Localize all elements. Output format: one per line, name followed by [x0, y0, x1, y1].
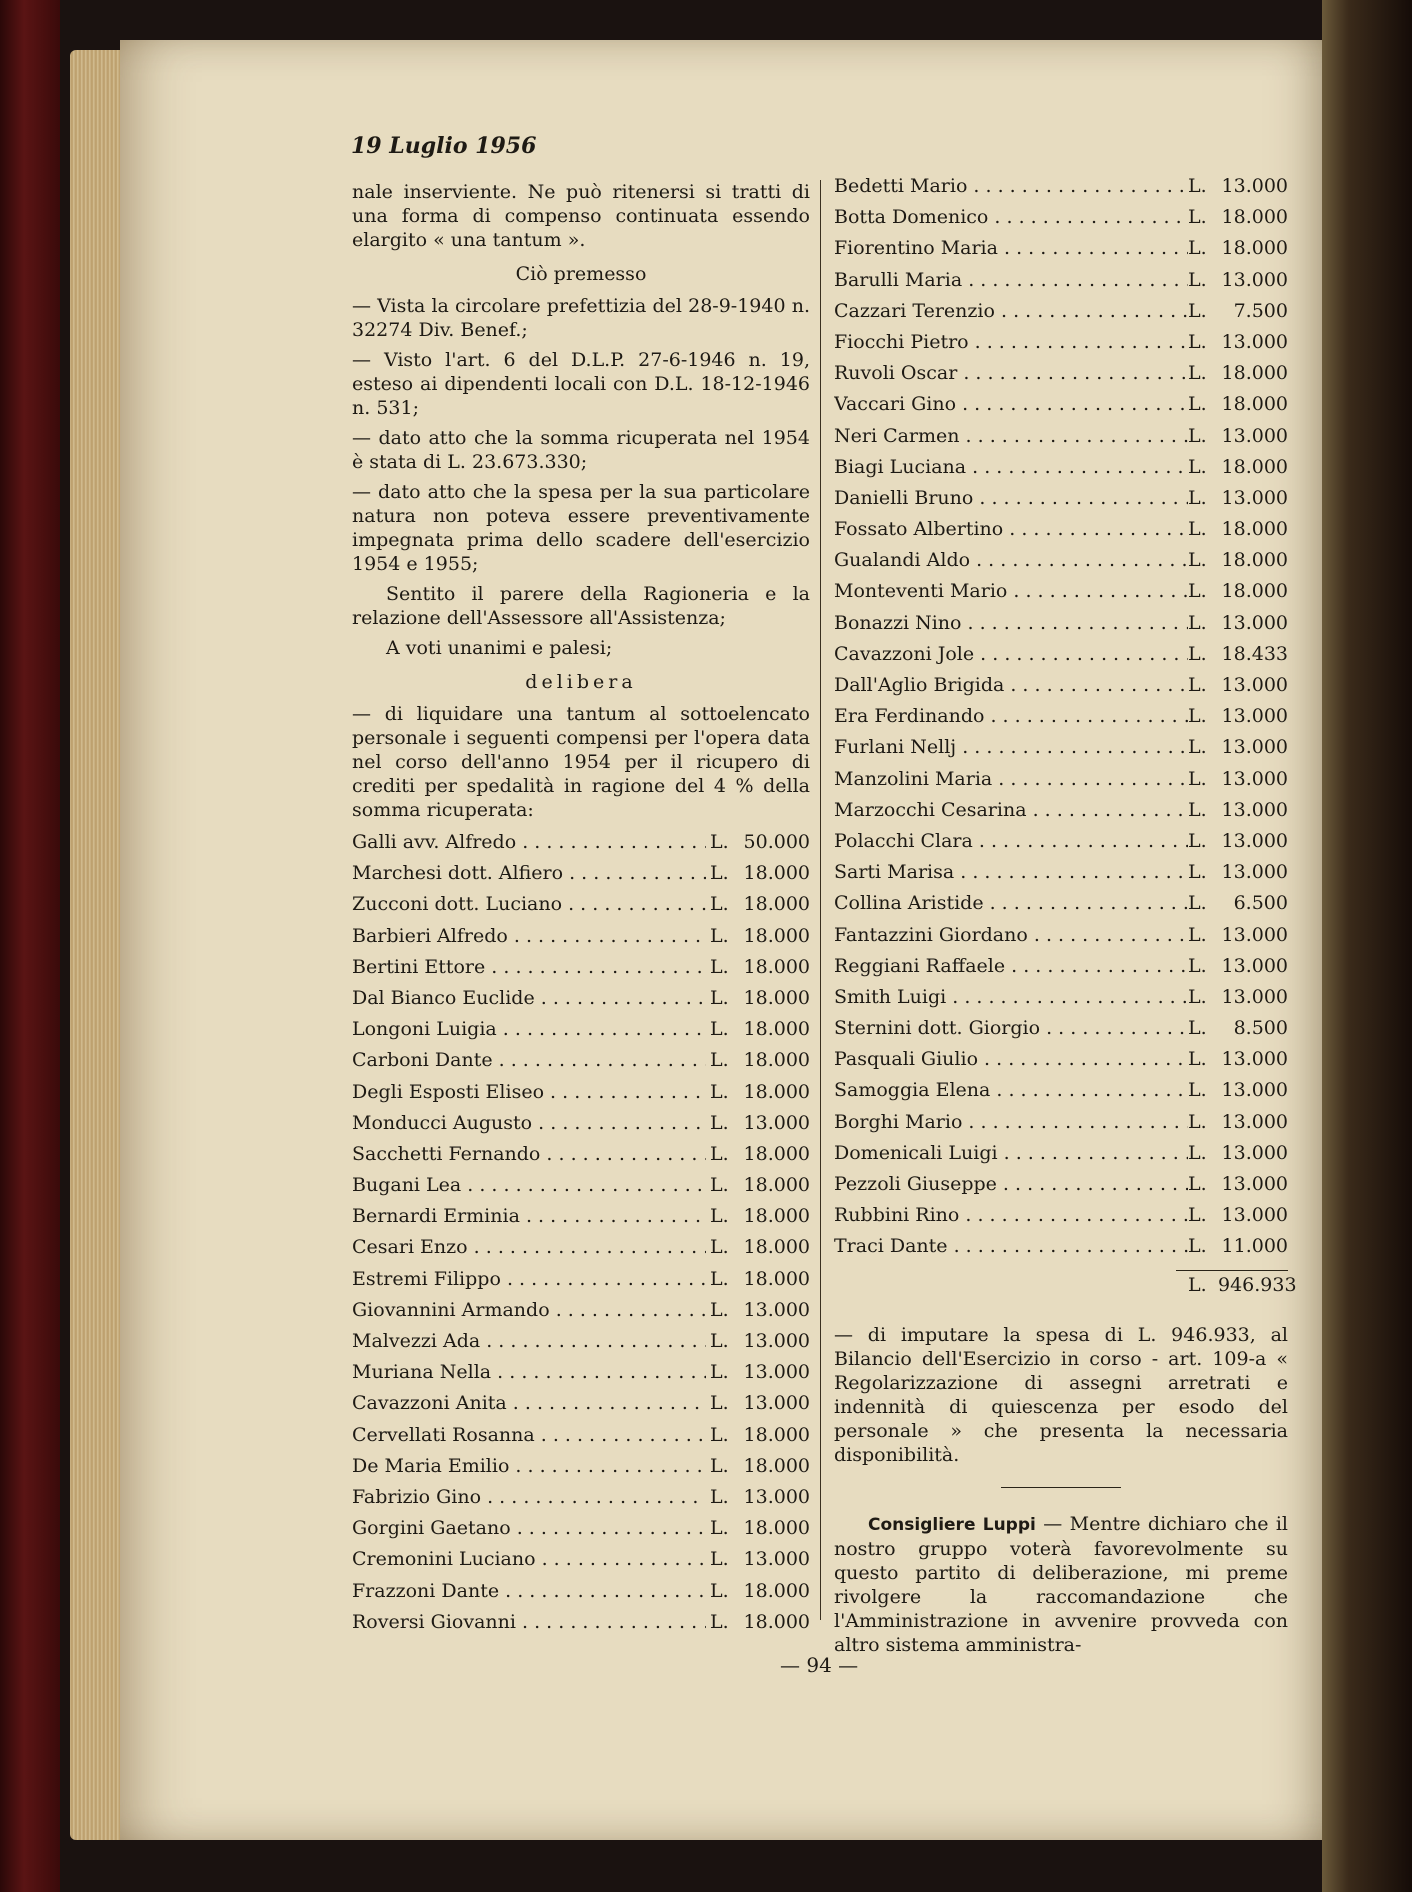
person-name: Bertini Ettore . . .	[352, 955, 706, 979]
amount: 18.000	[743, 1205, 810, 1228]
currency-symbol: L.	[1188, 985, 1207, 1008]
currency-symbol: L.	[1188, 1048, 1207, 1071]
currency-symbol: L.	[710, 955, 729, 978]
amount: 18.000	[743, 1579, 810, 1602]
page-number: — 94 —	[780, 1653, 859, 1677]
person-name: Fantazzini Giordano . . .	[834, 923, 1188, 947]
list-item	[834, 268, 1288, 299]
list-item	[834, 579, 1288, 610]
amount: 13.000	[1221, 1110, 1288, 1133]
person-name: Vaccari Gino . . .	[834, 392, 1188, 416]
currency-symbol: L.	[1188, 1110, 1207, 1133]
person-name: Pasquali Giulio . . .	[834, 1047, 1188, 1071]
list-item	[352, 1080, 810, 1111]
list-item	[834, 642, 1288, 673]
person-name: Zucconi dott. Luciano . . .	[352, 892, 706, 916]
amount: 18.000	[1221, 393, 1288, 416]
person-name: Furlani Nellj . . .	[834, 735, 1188, 759]
list-item	[834, 704, 1288, 735]
person-name: Sarti Marisa . . .	[834, 860, 1188, 884]
list-item	[352, 955, 810, 986]
amount: 13.000	[1221, 985, 1288, 1008]
person-name: Fiocchi Pietro . . .	[834, 330, 1188, 354]
list-item	[352, 1111, 810, 1142]
person-name: Cavazzoni Anita . . .	[352, 1391, 706, 1415]
list-item	[352, 924, 810, 955]
amount: 13.000	[743, 1485, 810, 1508]
page-header-date: 19 Luglio 1956	[351, 133, 537, 159]
person-name: Malvezzi Ada . . .	[352, 1329, 706, 1353]
person-name: Botta Domenico . . .	[834, 205, 1188, 229]
currency-symbol: L.	[710, 986, 729, 1009]
person-name: Gorgini Gaetano . . .	[352, 1516, 706, 1540]
list-item	[352, 1173, 810, 1204]
amount: 13.000	[1221, 486, 1288, 509]
person-name: Marchesi dott. Alfiero . . .	[352, 861, 706, 885]
currency-symbol: L.	[710, 1517, 729, 1540]
list-item	[352, 892, 810, 923]
amount: 8.500	[1233, 1017, 1288, 1040]
amount: 13.000	[743, 1361, 810, 1384]
amount: 13.000	[1221, 1173, 1288, 1195]
currency-symbol: L.	[1188, 268, 1207, 291]
person-name: Samoggia Elena . . .	[834, 1078, 1188, 1102]
paragraph-spesa: — dato atto che la spesa per la sua particolare natura non poteva essere preventivamente impegnata prima dello scadere dell'esercizio 1954 e 1955;	[352, 481, 810, 575]
amount: 7.500	[1233, 299, 1288, 322]
list-item	[834, 735, 1288, 766]
amount: 11.000	[1221, 1235, 1288, 1258]
list-item	[834, 236, 1288, 267]
amount: 13.000	[743, 1548, 810, 1571]
list-item	[834, 486, 1288, 517]
list-item	[834, 1234, 1288, 1265]
paragraph-liquidare: — di liquidare una tantum al sottoelencato personale i seguenti compensi per l'opera data nel corso dell'anno 1954 per il ricupero di crediti per spedalità in ragione del 4 % della somma ricuperata:	[352, 703, 810, 821]
list-item	[834, 1141, 1288, 1172]
list-item	[352, 1547, 810, 1578]
book-binding-right	[1322, 0, 1412, 1892]
list-item	[834, 798, 1288, 829]
person-name: Reggiani Raffaele . . .	[834, 954, 1188, 978]
total-amount: 946.933	[1218, 1273, 1297, 1296]
person-name: Manzolini Maria . . .	[834, 767, 1188, 791]
person-name: Neri Carmen . . .	[834, 424, 1188, 448]
currency-symbol: L.	[1188, 767, 1207, 790]
right-column	[834, 174, 1297, 1663]
amount: 13.000	[1221, 767, 1288, 790]
person-name: Estremi Filippo . . .	[352, 1267, 706, 1291]
currency-symbol: L.	[710, 924, 729, 947]
list-item	[352, 1204, 810, 1235]
currency-symbol: L.	[710, 1423, 729, 1446]
book-binding-left	[0, 0, 60, 1892]
paragraph-somma: — dato atto che la somma ricuperata nel 1954 è stata di L. 23.673.330;	[352, 427, 810, 473]
amount: 18.000	[743, 1018, 810, 1041]
amount: 13.000	[743, 1330, 810, 1352]
person-name: Longoni Luigia . . .	[352, 1017, 706, 1041]
currency-symbol: L.	[710, 1080, 729, 1103]
person-name: Bernardi Erminia . . .	[352, 1204, 706, 1228]
person-name: Sacchetti Fernando . . .	[352, 1142, 706, 1166]
amount: 13.000	[1221, 330, 1288, 353]
paragraph-imputare: — di imputare la spesa di L. 946.933, al Bilancio dell'Esercizio in corso - art. 109-a « Regolarizzazione di assegni arretrati e indennità di quiescenza per esodo del personale » che presenta la necessaria disponibilità.	[834, 1323, 1288, 1466]
left-column	[352, 180, 810, 1641]
amount: 13.000	[743, 1392, 810, 1415]
person-name: Muriana Nella . . .	[352, 1360, 706, 1384]
person-name: Bugani Lea . . .	[352, 1173, 706, 1197]
person-name: Barbieri Alfredo . . .	[352, 924, 706, 948]
currency-symbol: L.	[710, 1142, 729, 1165]
total-row	[834, 1273, 1297, 1301]
amount: 13.000	[1221, 705, 1288, 728]
speech-text: — Mentre dichiaro che il nostro gruppo voterà favorevolmente su questo partito di deliberazione, mi preme rivolgere la raccomandazione che l'Amministrazione in avvenire provveda con altro sistema amministra-	[834, 1512, 1288, 1656]
total-rule	[1176, 1270, 1288, 1271]
amount: 18.000	[743, 1142, 810, 1165]
person-name: Pezzoli Giuseppe . . .	[834, 1172, 1188, 1196]
person-name: Degli Esposti Eliseo . . .	[352, 1080, 706, 1104]
list-item	[834, 767, 1288, 798]
amount: 18.000	[743, 1174, 810, 1197]
currency-symbol: L.	[710, 1018, 729, 1041]
currency-symbol: L.	[1188, 829, 1207, 852]
person-name: Cremonini Luciano . . .	[352, 1547, 706, 1571]
list-item	[834, 985, 1288, 1016]
currency-symbol: L.	[1188, 1173, 1207, 1195]
currency-symbol: L.	[1188, 1204, 1207, 1227]
list-item	[352, 1485, 810, 1516]
list-item	[834, 424, 1288, 455]
list-item	[834, 1110, 1288, 1141]
person-name: Roversi Giovanni . . .	[352, 1610, 706, 1634]
right-compensation-list	[834, 174, 1288, 1266]
list-item	[352, 1391, 810, 1422]
list-item	[352, 1017, 810, 1048]
amount: 13.000	[1221, 1204, 1288, 1227]
list-item	[352, 1048, 810, 1079]
person-name: Dal Bianco Euclide . . .	[352, 986, 706, 1010]
amount: 13.000	[743, 1298, 810, 1321]
person-name: Sternini dott. Giorgio . . .	[834, 1016, 1188, 1040]
currency-symbol: L.	[1188, 455, 1207, 478]
currency-symbol: L.	[1188, 674, 1207, 696]
currency-symbol: L.	[1188, 892, 1207, 915]
person-name: Ruvoli Oscar . . .	[834, 361, 1188, 385]
currency-symbol: L.	[1188, 393, 1207, 416]
person-name: Marzocchi Cesarina . . .	[834, 798, 1188, 822]
currency-symbol: L.	[710, 1330, 729, 1352]
amount: 13.000	[743, 1111, 810, 1134]
currency-symbol: L.	[1188, 175, 1207, 197]
amount: 13.000	[1221, 1048, 1288, 1071]
list-item	[352, 1267, 810, 1298]
person-name: Frazzoni Dante . . .	[352, 1579, 706, 1603]
currency-symbol: L.	[710, 1610, 729, 1633]
paragraph-dlp: — Visto l'art. 6 del D.L.P. 27-6-1946 n. 19, esteso ai dipendenti locali con D.L. 18-12-1946 n. 531;	[352, 349, 810, 419]
amount: 18.000	[1221, 518, 1288, 541]
column-divider	[820, 180, 821, 1620]
currency-symbol: L.	[1188, 705, 1207, 728]
currency-symbol: L.	[1188, 206, 1207, 229]
list-item	[352, 1516, 810, 1547]
currency-symbol: L.	[1188, 362, 1207, 385]
amount: 18.000	[743, 862, 810, 885]
list-item	[834, 205, 1288, 236]
list-item	[834, 174, 1288, 205]
currency-symbol: L.	[710, 1049, 729, 1072]
currency-symbol: L.	[1188, 1141, 1207, 1164]
list-item	[352, 861, 810, 892]
currency-symbol: L.	[1188, 424, 1207, 447]
list-item	[352, 1579, 810, 1610]
currency-symbol: L.	[710, 862, 729, 885]
person-name: Biagi Luciana . . .	[834, 455, 1188, 479]
currency-symbol: L.	[710, 1579, 729, 1602]
amount: 13.000	[1221, 829, 1288, 852]
list-item	[834, 517, 1288, 548]
currency-symbol: L.	[1188, 1079, 1207, 1102]
list-item	[352, 1454, 810, 1485]
currency-symbol: L.	[1188, 1017, 1207, 1040]
list-item	[352, 1423, 810, 1454]
list-item	[834, 611, 1288, 642]
list-item	[834, 954, 1288, 985]
list-item	[834, 923, 1288, 954]
currency-symbol: L.	[1188, 299, 1207, 322]
person-name: De Maria Emilio . . .	[352, 1454, 706, 1478]
list-item	[352, 1329, 810, 1360]
currency-symbol: L.	[710, 1454, 729, 1477]
currency-symbol: L.	[710, 1111, 729, 1134]
paragraph-voti: A voti unanimi e palesi;	[386, 637, 613, 659]
currency-symbol: L.	[710, 831, 729, 853]
person-name: Danielli Bruno . . .	[834, 486, 1188, 510]
list-item	[834, 891, 1288, 922]
list-item	[352, 1298, 810, 1329]
currency-symbol: L.	[710, 1267, 729, 1290]
person-name: Galli avv. Alfredo . . .	[352, 830, 706, 854]
amount: 13.000	[1221, 674, 1288, 696]
amount: 13.000	[1221, 175, 1288, 197]
list-item	[834, 1078, 1288, 1109]
amount: 18.000	[743, 1049, 810, 1072]
total-currency: L.	[1188, 1273, 1207, 1296]
currency-symbol: L.	[1188, 861, 1207, 884]
amount: 13.000	[1221, 1141, 1288, 1164]
person-name: Giovannini Armando . . .	[352, 1298, 706, 1322]
amount: 6.500	[1233, 892, 1288, 915]
list-item	[834, 1172, 1288, 1203]
currency-symbol: L.	[710, 1205, 729, 1228]
left-compensation-list	[352, 830, 810, 1641]
amount: 18.000	[743, 955, 810, 978]
list-item	[352, 1235, 810, 1266]
currency-symbol: L.	[1188, 1235, 1207, 1258]
currency-symbol: L.	[1188, 237, 1207, 260]
amount: 18.000	[743, 924, 810, 947]
amount: 18.000	[1221, 580, 1288, 603]
person-name: Cervellati Rosanna . . .	[352, 1423, 706, 1447]
currency-symbol: L.	[710, 1174, 729, 1197]
intro-paragraph: nale inserviente. Ne può ritenersi si tratti di una forma di compenso continuata essendo elargito « una tantum ».	[352, 181, 810, 251]
delibera-heading: delibera	[525, 671, 637, 693]
amount: 18.000	[743, 1454, 810, 1477]
amount: 18.433	[1221, 642, 1288, 665]
amount: 18.000	[743, 1267, 810, 1290]
currency-symbol: L.	[1188, 923, 1207, 946]
list-item	[352, 1142, 810, 1173]
amount: 13.000	[1221, 424, 1288, 447]
amount: 13.000	[1221, 736, 1288, 759]
amount: 18.000	[743, 1517, 810, 1540]
speech-paragraph	[834, 1512, 1288, 1657]
person-name: Cazzari Terenzio . . .	[834, 299, 1188, 323]
list-item	[352, 1360, 810, 1391]
list-item	[834, 330, 1288, 361]
amount: 13.000	[1221, 1079, 1288, 1102]
speaker-name: Consigliere Luppi	[868, 1514, 1036, 1535]
currency-symbol: L.	[710, 1548, 729, 1571]
list-item	[834, 361, 1288, 392]
amount: 13.000	[1221, 611, 1288, 634]
person-name: Monteventi Mario . . .	[834, 579, 1188, 603]
currency-symbol: L.	[1188, 798, 1207, 821]
amount: 18.000	[743, 1236, 810, 1259]
person-name: Borghi Mario . . .	[834, 1110, 1188, 1134]
amount: 13.000	[1221, 954, 1288, 977]
person-name: Rubbini Rino . . .	[834, 1203, 1188, 1227]
person-name: Dall'Aglio Brigida . . .	[834, 673, 1188, 697]
paragraph-circolare: — Vista la circolare prefettizia del 28-9-1940 n. 32274 Div. Benef.;	[352, 295, 810, 341]
amount: 13.000	[1221, 861, 1288, 884]
currency-symbol: L.	[1188, 486, 1207, 509]
person-name: Fiorentino Maria . . .	[834, 236, 1188, 260]
amount: 18.000	[1221, 237, 1288, 260]
currency-symbol: L.	[1188, 330, 1207, 353]
person-name: Domenicali Luigi . . .	[834, 1141, 1188, 1165]
currency-symbol: L.	[710, 1361, 729, 1384]
person-name: Cavazzoni Jole . . .	[834, 642, 1188, 666]
list-item	[834, 829, 1288, 860]
amount: 18.000	[1221, 206, 1288, 229]
person-name: Gualandi Aldo . . .	[834, 548, 1188, 572]
list-item	[834, 548, 1288, 579]
currency-symbol: L.	[710, 1236, 729, 1259]
amount: 50.000	[743, 831, 810, 853]
person-name: Monducci Augusto . . .	[352, 1111, 706, 1135]
amount: 18.000	[1221, 362, 1288, 385]
amount: 18.000	[743, 1610, 810, 1633]
amount: 13.000	[1221, 798, 1288, 821]
list-item	[352, 1610, 810, 1641]
list-item	[834, 455, 1288, 486]
currency-symbol: L.	[710, 893, 729, 916]
list-item	[352, 830, 810, 861]
section-separator	[1001, 1487, 1121, 1488]
currency-symbol: L.	[710, 1298, 729, 1321]
currency-symbol: L.	[1188, 954, 1207, 977]
person-name: Polacchi Clara . . .	[834, 829, 1188, 853]
list-item	[834, 1203, 1288, 1234]
currency-symbol: L.	[1188, 611, 1207, 634]
currency-symbol: L.	[1188, 736, 1207, 759]
list-item	[834, 860, 1288, 891]
person-name: Traci Dante . . .	[834, 1234, 1188, 1258]
list-item	[834, 1047, 1288, 1078]
currency-symbol: L.	[1188, 642, 1207, 665]
person-name: Collina Aristide . . .	[834, 891, 1188, 915]
person-name: Bonazzi Nino . . .	[834, 611, 1188, 635]
person-name: Carboni Dante . . .	[352, 1048, 706, 1072]
list-item	[834, 1016, 1288, 1047]
person-name: Fabrizio Gino . . .	[352, 1485, 706, 1509]
list-item	[352, 986, 810, 1017]
amount: 18.000	[1221, 455, 1288, 478]
paragraph-parere: Sentito il parere della Ragioneria e la relazione dell'Assessore all'Assistenza;	[352, 583, 810, 629]
amount: 18.000	[1221, 549, 1288, 572]
amount: 18.000	[743, 986, 810, 1009]
person-name: Barulli Maria . . .	[834, 268, 1188, 292]
currency-symbol: L.	[710, 1392, 729, 1415]
list-item	[834, 392, 1288, 423]
person-name: Cesari Enzo . . .	[352, 1235, 706, 1259]
currency-symbol: L.	[1188, 549, 1207, 572]
amount: 18.000	[743, 1423, 810, 1446]
person-name: Era Ferdinando . . .	[834, 704, 1188, 728]
amount: 13.000	[1221, 923, 1288, 946]
currency-symbol: L.	[1188, 580, 1207, 603]
premesso-heading: Ciò premesso	[515, 263, 647, 285]
amount: 18.000	[743, 1080, 810, 1103]
currency-symbol: L.	[710, 1485, 729, 1508]
currency-symbol: L.	[1188, 518, 1207, 541]
person-name: Smith Luigi . . .	[834, 985, 1188, 1009]
list-item	[834, 299, 1288, 330]
list-item	[834, 673, 1288, 704]
amount: 13.000	[1221, 268, 1288, 291]
person-name: Bedetti Mario . . .	[834, 174, 1188, 198]
amount: 18.000	[743, 893, 810, 916]
person-name: Fossato Albertino . . .	[834, 517, 1188, 541]
